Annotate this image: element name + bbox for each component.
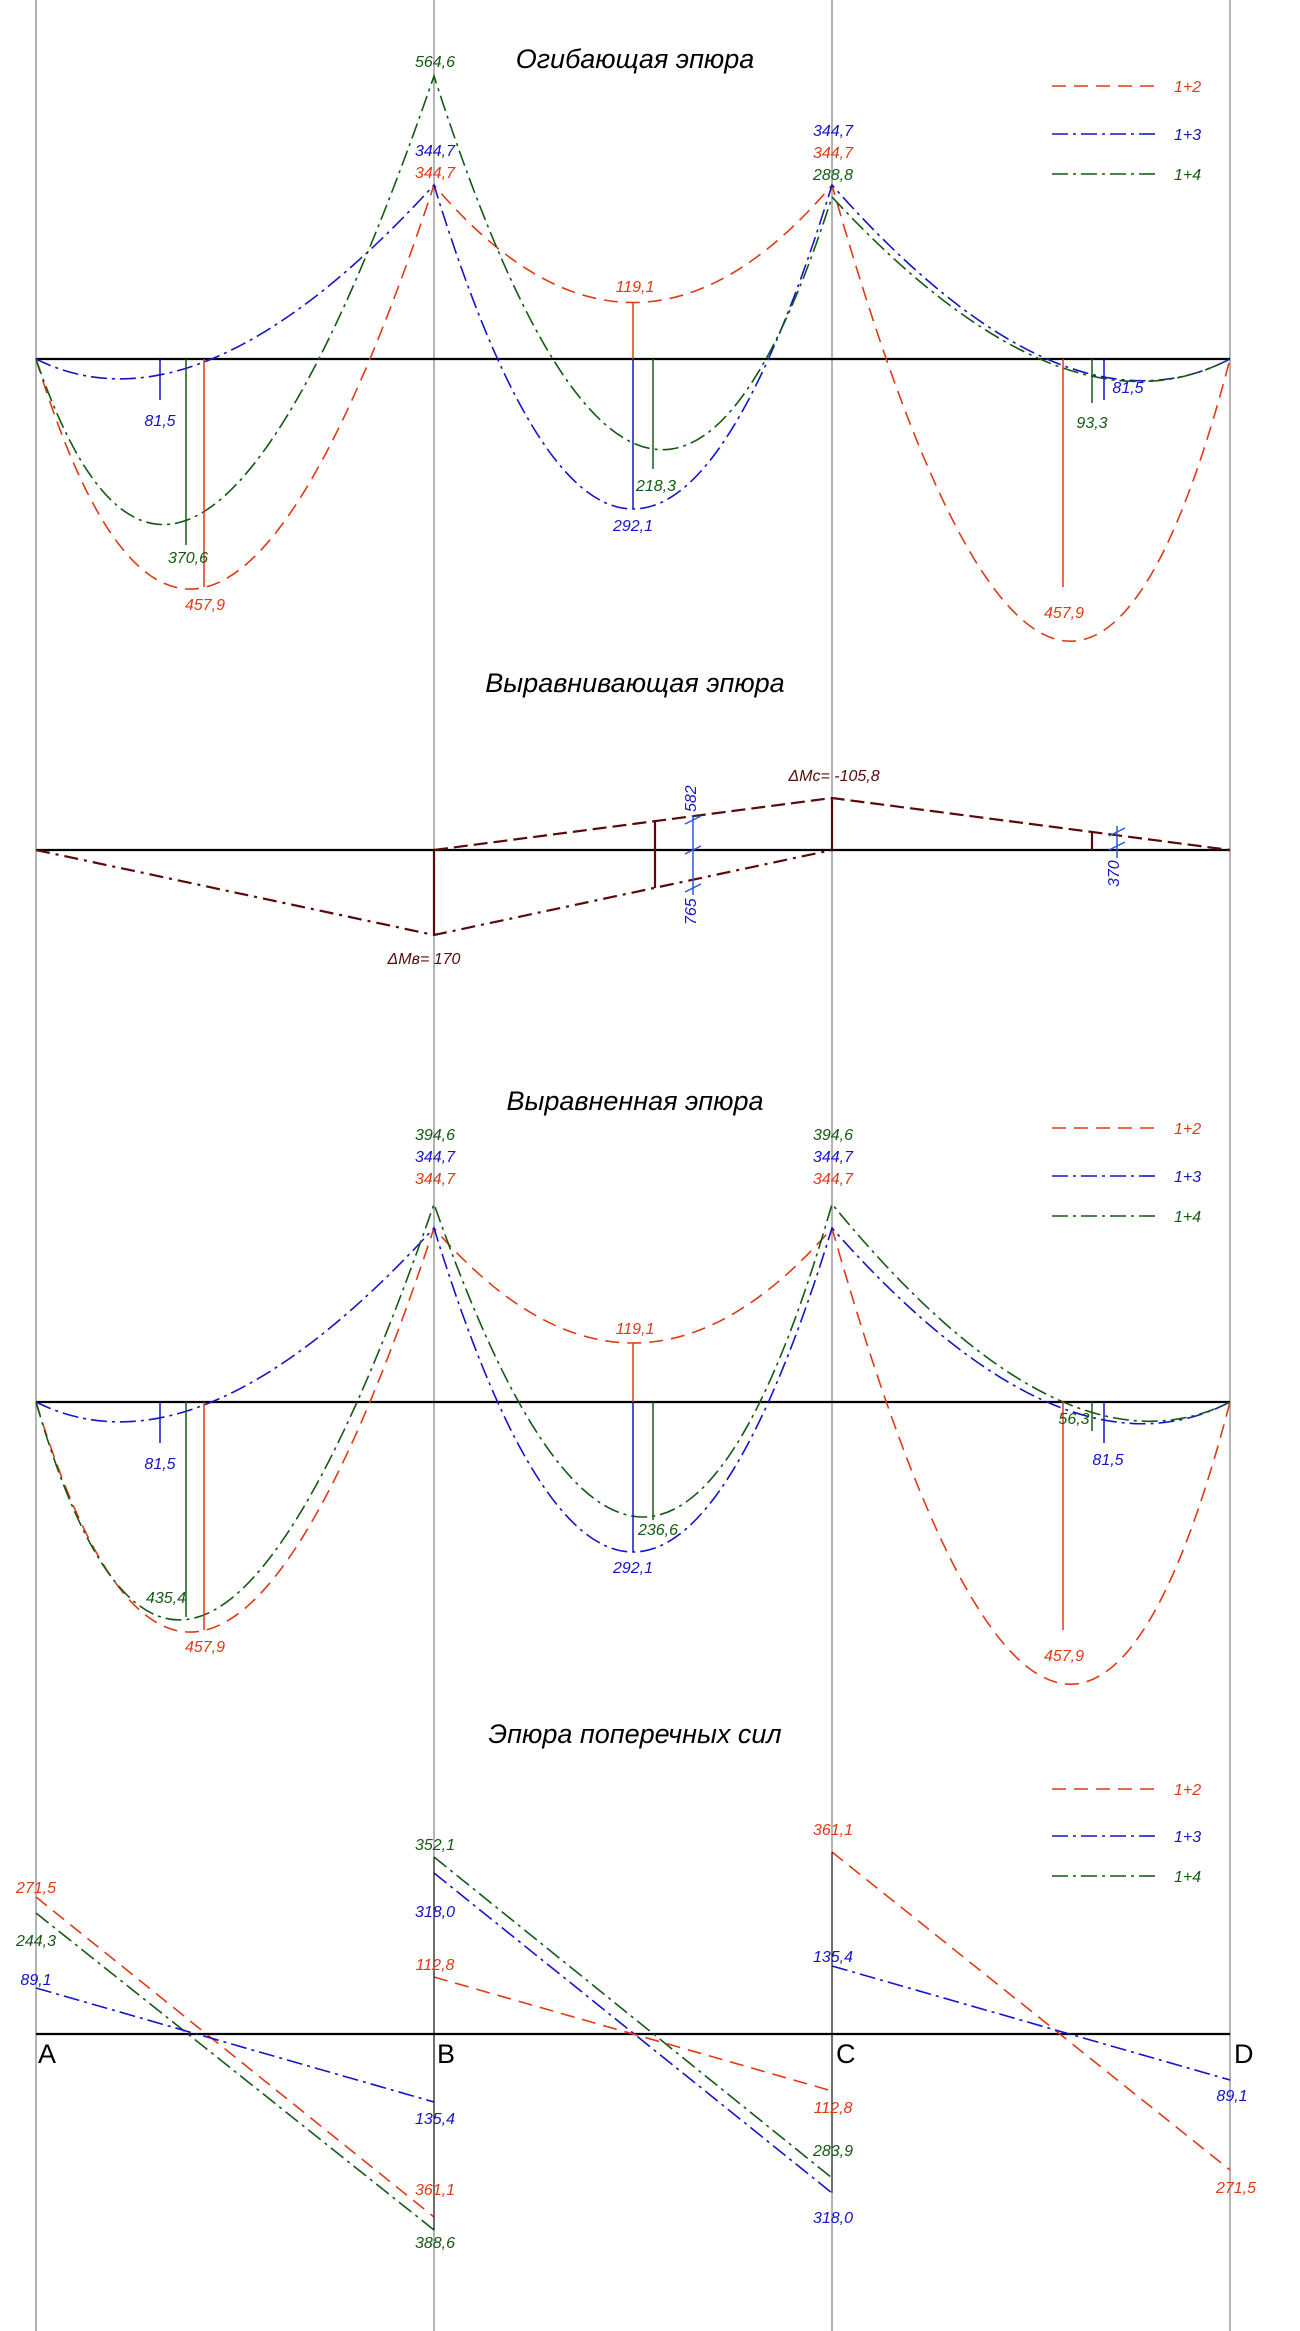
envelope-label-ab-12: 457,9 xyxy=(184,597,226,614)
legend2-label-14: 1+4 xyxy=(1174,1209,1202,1226)
shear-legend xyxy=(1052,1782,1201,1886)
adjusted-legend xyxy=(1052,1121,1201,1226)
legend2-label-12: 1+2 xyxy=(1174,1121,1202,1138)
envelope-label-c-14: 288,8 xyxy=(812,167,854,184)
envelope-label-ab-13: 81,5 xyxy=(144,413,176,430)
shear-cd-12 xyxy=(832,1852,1230,2170)
adjusting-section xyxy=(36,668,1230,968)
legend-label-14: 1+4 xyxy=(1174,167,1202,184)
envelope-label-b-13: 344,7 xyxy=(414,143,456,160)
adjusted-label-b-13: 344,7 xyxy=(414,1149,456,1166)
shear-label-c-13: 135,4 xyxy=(812,1949,854,1966)
adjusting-dmb-label: ΔMв= 170 xyxy=(387,951,461,968)
shear-label-d-12: 271,5 xyxy=(1215,2180,1257,2197)
adjusted-label-c-12: 344,7 xyxy=(812,1171,854,1188)
shear-label-b-13-left: 135,4 xyxy=(414,2111,456,2128)
envelope-label-c-13: 344,7 xyxy=(812,123,854,140)
adjusted-section xyxy=(36,1086,1230,1684)
support-label-d: D xyxy=(1234,2039,1254,2069)
envelope-label-bc-14: 218,3 xyxy=(635,478,677,495)
adjusted-label-bc-12: 119,1 xyxy=(615,1321,655,1338)
legend-label-13: 1+3 xyxy=(1174,127,1202,144)
adjusted-label-b-12: 344,7 xyxy=(414,1171,456,1188)
adjusted-label-ab-14: 435,4 xyxy=(145,1590,187,1607)
adjusted-title: Выравненная эпюра xyxy=(506,1086,764,1116)
legend3-label-13: 1+3 xyxy=(1174,1829,1202,1846)
adjusted-label-bc-14: 236,6 xyxy=(637,1522,679,1539)
adjusted-label-c-13: 344,7 xyxy=(812,1149,854,1166)
shear-label-b-14: 352,1 xyxy=(414,1837,456,1854)
shear-label-c-12: 361,1 xyxy=(812,1822,854,1839)
legend2-label-13: 1+3 xyxy=(1174,1169,1202,1186)
shear-label-b-12-left: 361,1 xyxy=(414,2182,456,2199)
shear-label-b-13: 318,0 xyxy=(414,1904,456,1921)
adjusted-label-c-14: 394,6 xyxy=(812,1127,854,1144)
shear-label-d-13: 89,1 xyxy=(1216,2088,1248,2105)
adjusted-label-cd-12: 457,9 xyxy=(1043,1648,1085,1665)
shear-label-c-12-left: 112,8 xyxy=(813,2100,853,2117)
shear-label-b-12: 112,8 xyxy=(415,1957,455,1974)
envelope-label-b-12: 344,7 xyxy=(414,165,456,182)
support-label-a: A xyxy=(38,2039,57,2069)
shear-label-a-12: 271,5 xyxy=(15,1880,57,1897)
adjusted-label-ab-12: 457,9 xyxy=(184,1639,226,1656)
adjusting-dim-label-370: 370 xyxy=(1106,860,1123,887)
envelope-section xyxy=(36,44,1230,641)
envelope-label-ab-14: 370,6 xyxy=(167,550,209,567)
legend3-label-12: 1+2 xyxy=(1174,1782,1202,1799)
shear-title: Эпюра поперечных сил xyxy=(488,1719,782,1749)
shear-bc-14 xyxy=(434,1857,832,2178)
envelope-title: Огибающая эпюра xyxy=(515,44,755,74)
shear-label-a-14: 244,3 xyxy=(15,1933,57,1950)
envelope-label-b-14: 564,6 xyxy=(414,54,456,71)
envelope-label-cd-12: 457,9 xyxy=(1043,605,1085,622)
shear-ab-13 xyxy=(36,1988,434,2102)
shear-label-c-13-left: 318,0 xyxy=(812,2210,854,2227)
adjusted-label-bc-13: 292,1 xyxy=(612,1560,654,1577)
envelope-label-cd-14: 93,3 xyxy=(1076,415,1108,432)
legend-label-12: 1+2 xyxy=(1174,79,1202,96)
shear-section xyxy=(15,1719,1256,2252)
adjusted-label-b-14: 394,6 xyxy=(414,1127,456,1144)
adjusting-dmc-label: ΔMc= -105,8 xyxy=(788,768,880,785)
legend3-label-14: 1+4 xyxy=(1174,1869,1202,1886)
envelope-legend xyxy=(1052,79,1201,184)
shear-ab-14 xyxy=(36,1913,434,2230)
shear-cd-13 xyxy=(832,1966,1230,2080)
shear-label-c-14-left: 283,9 xyxy=(812,2143,854,2160)
shear-label-a-13: 89,1 xyxy=(20,1972,52,1989)
envelope-label-cd-13: 81,5 xyxy=(1112,380,1144,397)
adjusting-title: Выравнивающая эпюра xyxy=(485,668,785,698)
adjusted-label-cd-13: 81,5 xyxy=(1092,1452,1124,1469)
envelope-label-bc-13: 292,1 xyxy=(612,518,654,535)
envelope-label-bc-12: 119,1 xyxy=(615,279,655,296)
support-label-c: C xyxy=(836,2039,856,2069)
envelope-label-c-12: 344,7 xyxy=(812,145,854,162)
shear-label-b-14-left: 388,6 xyxy=(414,2235,456,2252)
adjusted-label-ab-13: 81,5 xyxy=(144,1456,176,1473)
adjusting-dim-label-765: 765 xyxy=(683,898,700,925)
support-label-b: B xyxy=(437,2039,456,2069)
adjusted-label-cd-14: 56,3 xyxy=(1058,1411,1090,1428)
adjusting-dim-label-582: 582 xyxy=(683,785,700,812)
shear-ab-12 xyxy=(36,1897,434,2217)
